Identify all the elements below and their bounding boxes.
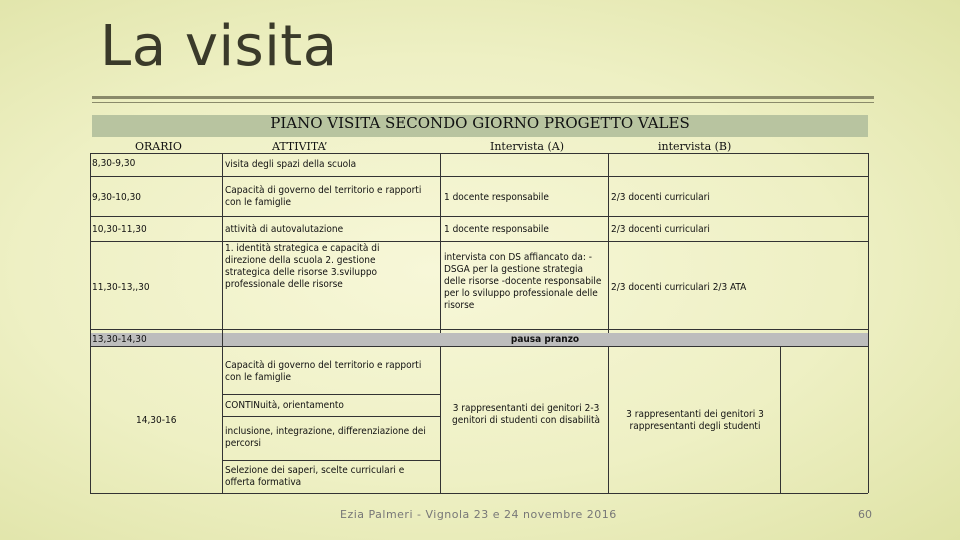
afternoon-time: 14,30-16 (136, 415, 177, 426)
row-intervista-a: 1 docente responsabile (444, 224, 549, 235)
header-orario: ORARIO (135, 140, 182, 153)
slide-footer: Ezia Palmeri - Vignola 23 e 24 novembre 2016 (340, 508, 617, 521)
row-intervista-b: 2/3 docenti curriculari (611, 192, 710, 203)
plan-banner: PIANO VISITA SECONDO GIORNO PROGETTO VALES (92, 115, 868, 137)
grid-line (222, 394, 440, 395)
row-activity: attività di autovalutazione (225, 224, 344, 235)
title-rule-thin (92, 102, 874, 103)
lunch-label: pausa pranzo (510, 334, 580, 345)
row-activity: visita degli spazi della scuola (225, 159, 357, 170)
grid-line (90, 241, 868, 242)
row-activity: Capacità di governo del territorio e rapporti con le famiglie (225, 185, 422, 208)
grid-line (440, 153, 441, 333)
row-intervista-a: intervista con DS affiancato da: - DSGA per la gestione strategia delle risorse -docente responsabile per lo sviluppo professionale delle risorse (444, 252, 602, 311)
page-number: 60 (858, 508, 872, 521)
grid-line (90, 346, 868, 347)
slide-title: La visita (100, 14, 338, 79)
row-time: 11,30-13,,30 (92, 282, 150, 293)
row-intervista-b: 2/3 docenti curriculari (611, 224, 710, 235)
title-rule (92, 96, 874, 99)
grid-line (608, 346, 609, 493)
grid-line (90, 176, 868, 177)
row-activity: 1. identità strategica e capacità di direzione della scuola 2. gestione strategica delle risorse 3.sviluppo professionale delle risorse (225, 243, 380, 290)
grid-line (90, 493, 868, 494)
afternoon-intervista-b: 3 rappresentanti dei genitori 3 rappresentanti degli studenti (626, 409, 764, 432)
grid-line (222, 416, 440, 417)
row-time: 8,30-9,30 (92, 158, 136, 169)
grid-line (90, 153, 868, 154)
row-time: 13,30-14,30 (92, 334, 147, 345)
grid-line (780, 346, 781, 493)
grid-line (90, 153, 91, 493)
header-intervista-b: intervista (B) (658, 140, 732, 153)
row-intervista-b: 2/3 docenti curriculari 2/3 ATA (611, 282, 747, 293)
grid-line (90, 216, 868, 217)
header-intervista-a: Intervista (A) (490, 140, 564, 153)
row-intervista-a: 1 docente responsabile (444, 192, 549, 203)
grid-line (608, 153, 609, 333)
grid-line (868, 153, 869, 493)
header-attivita: ATTIVITA’ (272, 140, 328, 153)
grid-line (222, 153, 223, 493)
grid-line (440, 346, 441, 493)
grid-line (90, 329, 868, 330)
grid-line (222, 460, 440, 461)
afternoon-activity: Selezione dei saperi, scelte curriculari e offerta formativa (225, 465, 405, 488)
row-time: 9,30-10,30 (92, 192, 142, 203)
row-time: 10,30-11,30 (92, 224, 147, 235)
afternoon-activity: CONTINuità, orientamento (225, 400, 344, 411)
afternoon-intervista-a: 3 rappresentanti dei genitori 2-3 genitori di studenti con disabilità (451, 403, 601, 426)
afternoon-activity: Capacità di governo del territorio e rapporti con le famiglie (225, 360, 422, 383)
afternoon-activity: inclusione, integrazione, differenziazione dei percorsi (225, 426, 426, 449)
